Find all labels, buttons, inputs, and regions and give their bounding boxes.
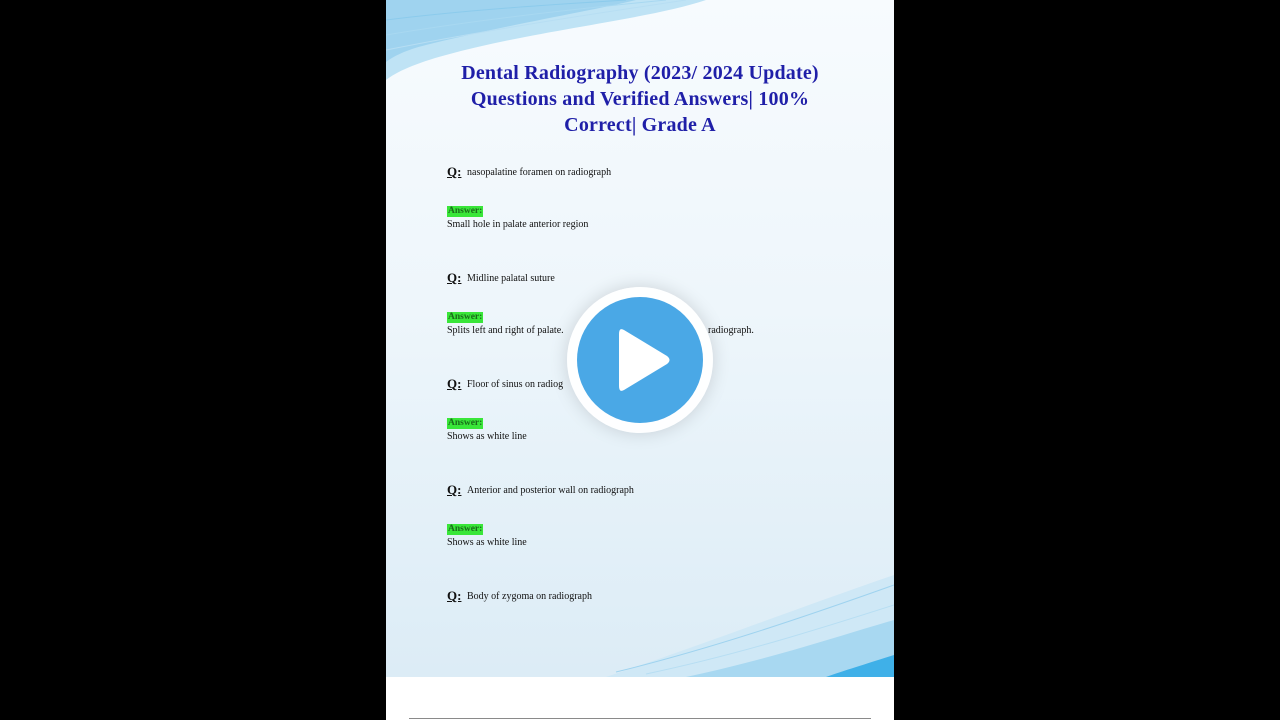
play-icon [567, 287, 713, 433]
answer-label: Answer: [448, 418, 483, 428]
decorative-wave-bottom [386, 560, 894, 677]
question-text: Anterior and posterior wall on radiograph [467, 485, 634, 496]
page-divider [409, 718, 871, 719]
question-label: Q: [447, 270, 462, 285]
document-title-line-3: Correct| Grade A [564, 114, 716, 136]
question-text: Midline palatal suture [467, 273, 555, 284]
question-label: Q: [447, 376, 462, 391]
answer-text: Shows as white line [447, 431, 527, 442]
answer-text: Splits left and right of palate. [447, 325, 564, 336]
document-title-line-2: Questions and Verified Answers| 100% [470, 88, 810, 110]
question-label: Q: [447, 164, 462, 179]
question-label: Q: [447, 482, 462, 497]
question-label: Q: [447, 588, 462, 603]
answer-text: Small hole in palate anterior region [447, 219, 589, 230]
question-text: Floor of sinus on radiog [467, 379, 564, 390]
answer-label: Answer: [448, 206, 483, 216]
question-text: nasopalatine foramen on radiograph [467, 167, 612, 178]
answer-label: Answer: [448, 312, 483, 322]
answer-text-tail: radiograph. [708, 325, 754, 336]
play-button[interactable] [567, 287, 713, 433]
answer-text: Shows as white line [447, 537, 527, 548]
document-title-line-1: Dental Radiography (2023/ 2024 Update) [461, 62, 819, 84]
answer-label: Answer: [448, 524, 483, 534]
next-document-page [386, 677, 894, 720]
question-text: Body of zygoma on radiograph [467, 591, 592, 602]
